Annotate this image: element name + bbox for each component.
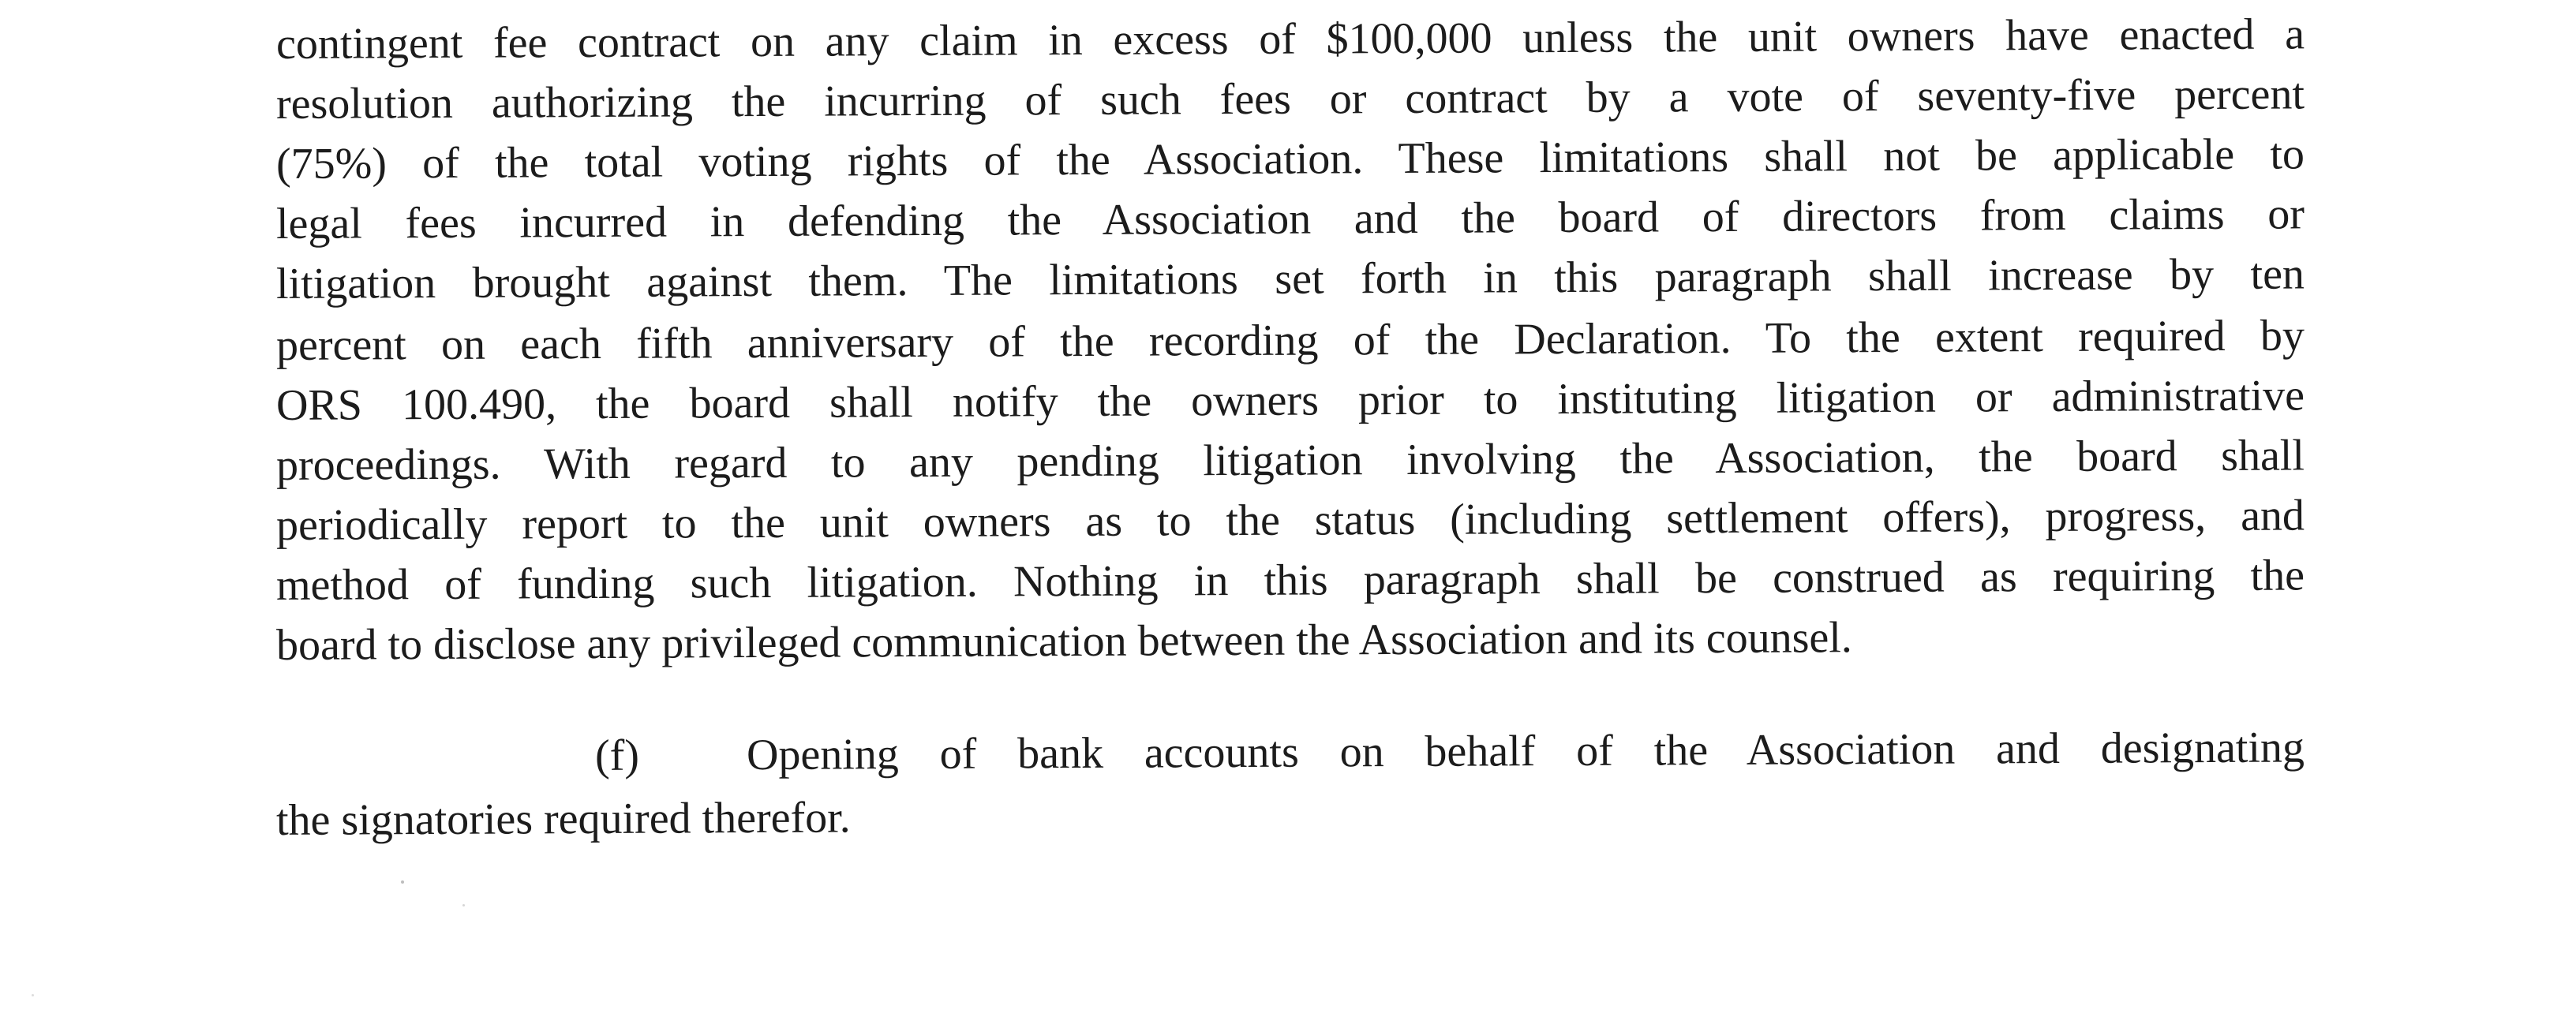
scan-speck — [401, 880, 404, 884]
body-line-7: ORS 100.490, the board shall notify the owners prior to instituting litigation or administrative — [275, 371, 2305, 430]
body-line-9: periodically report to the unit owners as to the status (including settlement offers), progress, and — [275, 491, 2305, 550]
paragraph-f-second-line: the signatories required therefor. — [275, 793, 851, 845]
body-line-5: litigation brought against them. The limitations set forth in this paragraph shall increase by ten — [275, 249, 2305, 308]
body-line-4: legal fees incurred in defending the Association and the board of directors from claims or — [275, 189, 2305, 249]
body-line-1: contingent fee contract on any claim in excess of $100,000 unless the unit owners have enacted a — [275, 9, 2305, 69]
body-line-8: proceedings. With regard to any pending litigation involving the Association, the board shall — [275, 431, 2305, 490]
scan-speck — [32, 994, 34, 996]
paragraph-f-first-line — [276, 725, 2305, 779]
body-line-3: (75%) of the total voting rights of the Association. These limitations shall not be applicable to — [275, 129, 2305, 189]
scan-speck — [462, 904, 465, 906]
body-line-11: board to disclose any privileged communication between the Association and its counsel. — [275, 613, 1852, 670]
paragraph-f-text: Opening of bank accounts on behalf of the Association and designating — [746, 723, 2305, 780]
body-line-6: percent on each fifth anniversary of the recording of the Declaration. To the extent required by — [275, 311, 2305, 370]
paragraph-f-marker: (f) — [594, 731, 640, 781]
body-line-10: method of funding such litigation. Nothing in this paragraph shall be construed as requiring the — [275, 551, 2305, 610]
body-line-2: resolution authorizing the incurring of such fees or contract by a vote of seventy-five percent — [275, 69, 2305, 129]
